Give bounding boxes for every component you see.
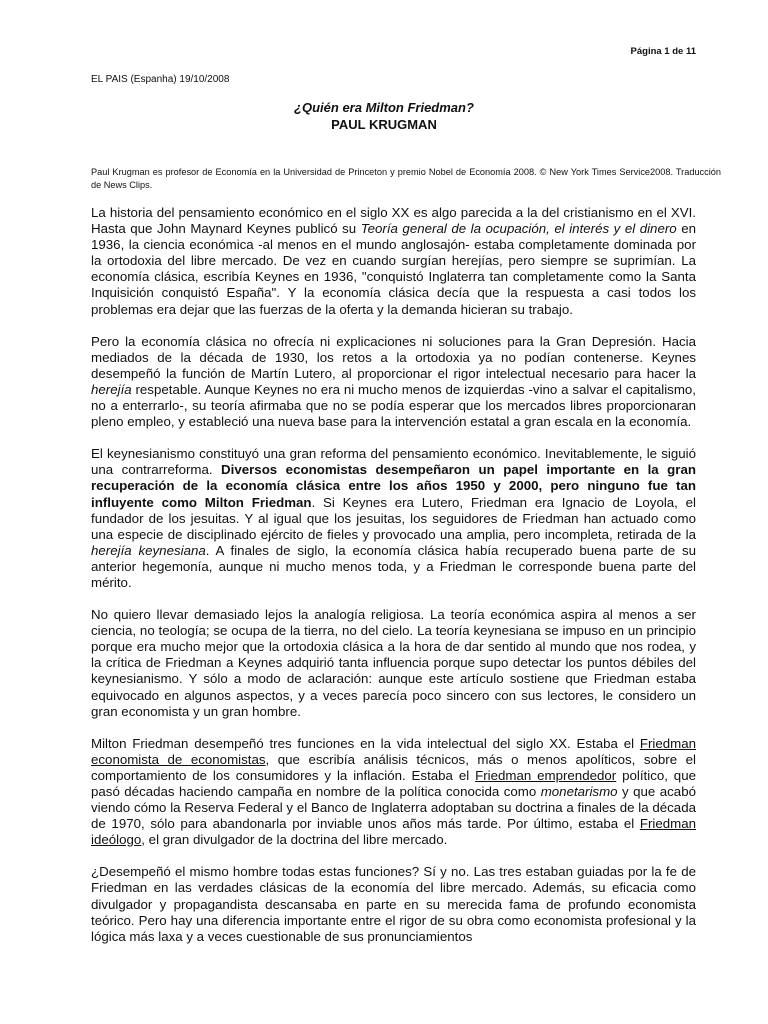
text-run: y que acabó viendo cómo la Reserva Federal y el Banco de Inglaterra adoptaban su doctrina a finales de la década de 1970, sólo para abandonarla por inviable unos años más tarde. Por último, estaba el bbox=[91, 784, 696, 832]
text-run: . Si Keynes era Lutero, Friedman era Ignacio de Loyola, el fundador de los jesuitas. Y al igual que los jesuitas, los seguidores de Friedman han actuado como una especie de disciplinado ejército de fieles y provocado una amplia, pero incompleta, retirada de la bbox=[91, 494, 696, 542]
underlined-phrase: Friedman ideólogo bbox=[91, 816, 696, 848]
emphasis: monetarismo bbox=[540, 784, 618, 799]
text-run: respetable. Aunque Keynes no era ni mucho menos de izquierdas -vino a salvar el capitalismo, no a enterrarlo-, su teoría afirmaba que no se podía esperar que los mercados libres proporcionaran pleno empleo, y estableció una nueva base para la intervención estatal a gran escala en la economía. bbox=[91, 381, 696, 430]
text-run: El keynesianismo constituyó una gran reforma del pensamiento económico. Inevitablemente, le siguió una contrarreforma. bbox=[91, 446, 696, 478]
paragraph-1 bbox=[91, 205, 696, 318]
text-run: Milton Friedman desempeñó tres funciones en la vida intelectual del siglo XX. Estaba el bbox=[91, 735, 640, 751]
paragraph-2 bbox=[91, 334, 696, 431]
text-run: Pero la economía clásica no ofrecía ni explicaciones ni soluciones para la Gran Depresión. Hacia mediados de la década de 1930, los retos a la ortodoxia ya no podían contenerse. Keynes desempeñó la función de Martín Lutero, al proporcionar el rigor intelectual necesario para hacer la bbox=[91, 333, 696, 381]
article-author: PAUL KRUGMAN bbox=[331, 117, 437, 132]
paragraph-3 bbox=[91, 446, 696, 591]
text-run: en 1936, la ciencia económica -al menos en el mundo anglosajón- estaba completamente dominada por la ortodoxia del libre mercado. De vez en cuando surgían herejías, pero siempre se suprimían. La economía clásica, escribía Keynes en 1936, "conquistó Inglaterra tan completamente como la Santa Inquisición conquistó España". Y la economía clásica decía que la respuesta a casi todos los problemas era dejar que las fuerzas de la oferta y la demanda hicieran su trabajo. bbox=[91, 221, 696, 317]
text-run: , el gran divulgador de la doctrina del libre mercado. bbox=[141, 832, 448, 848]
article-body bbox=[91, 205, 696, 961]
text-run: político, que pasó décadas haciendo campaña en nombre de la política conocida como bbox=[91, 767, 696, 799]
book-title: Teoría general de la ocupación, el interés y el dinero bbox=[360, 221, 677, 237]
paragraph-5 bbox=[91, 736, 696, 849]
emphasis: herejía keynesiana bbox=[91, 542, 206, 558]
article-title: ¿Quién era Milton Friedman? bbox=[294, 100, 474, 115]
underlined-phrase: Friedman economista de economistas bbox=[91, 735, 696, 767]
author-bio: Paul Krugman es profesor de Economía en la Universidad de Princeton y premio Nobel de Economía 2008. © New York Times Service2008. Traducción de News Clips. bbox=[91, 167, 721, 190]
bold-highlight: Diversos economistas desempeñaron un papel importante en la gran recuperación de la economía clásica entre los años 1950 y 2000, pero ninguno fue tan influyente como Milton Friedman bbox=[91, 462, 696, 510]
text-run: La historia del pensamiento económico en el siglo XX es algo parecida a la del cristianismo en el XVI. Hasta que John Maynard Keynes publicó su bbox=[91, 205, 696, 237]
text-run: . A finales de siglo, la economía clásica había recuperado buena parte de su anterior hegemonía, aunque ni mucho menos toda, y a Friedman le corresponde buena parte del mérito. bbox=[91, 542, 696, 590]
paragraph-6: ¿Desempeñó el mismo hombre todas estas funciones? Sí y no. Las tres estaban guiadas por la fe de Friedman en las verdades clásicas de la economía del libre mercado. Además, su eficacia como divulgador y propagandista descansaba en parte en su merecida fama de profundo economista teórico. Pero hay una diferencia importante entre el rigor de su obra como economista profesional y la lógica más laxa y a veces cuestionable de sus pronunciamientos bbox=[91, 864, 696, 944]
page-number: Página 1 de 11 bbox=[630, 46, 696, 57]
underlined-phrase: Friedman emprendedor bbox=[475, 767, 617, 783]
article-header bbox=[0, 99, 768, 133]
source-line: EL PAIS (Espanha) 19/10/2008 bbox=[91, 74, 230, 85]
emphasis: herejía bbox=[91, 381, 132, 397]
paragraph-4: No quiero llevar demasiado lejos la analogía religiosa. La teoría económica aspira al menos a ser ciencia, no teología; se ocupa de la tierra, no del cielo. La teoría keynesiana se impuso en un principio porque era mucho mejor que la ortodoxia clásica a la hora de dar sentido al mundo que nos rodea, y la crítica de Friedman a Keynes adquirió tanta influencia porque supo detectar los puntos débiles del keynesianismo. Y sólo a modo de aclaración: aunque este artículo sostiene que Friedman estaba equivocado en algunos aspectos, y a veces parecía poco sincero con sus lectores, le considero un gran economista y un gran hombre. bbox=[91, 607, 696, 719]
text-run: , que escribía análisis técnicos, más o menos apolíticos, sobre el comportamiento de los consumidores y la inflación. Estaba el bbox=[91, 751, 696, 783]
